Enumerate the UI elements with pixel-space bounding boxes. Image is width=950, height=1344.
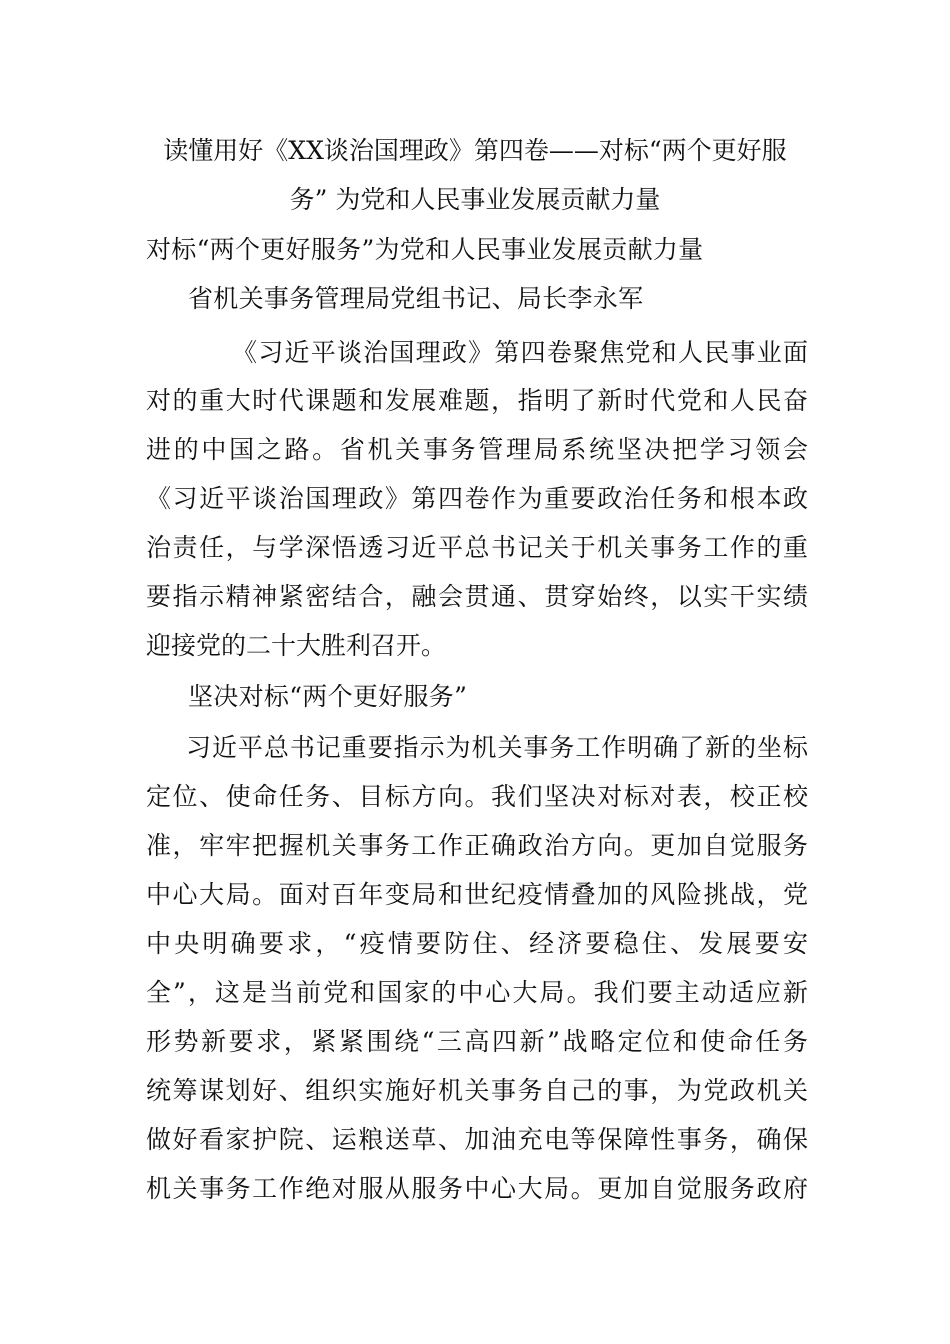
paragraph-line: 中心大局。面对百年变局和世纪疫情叠加的风险挑战，党 [146, 880, 808, 909]
section-heading: 坚决对标“两个更好服务” [188, 682, 468, 711]
paragraph-line: 对的重大时代课题和发展难题，指明了新时代党和人民奋 [146, 386, 808, 415]
paragraph-line: 迎接党的二十大胜利召开。 [146, 631, 447, 660]
paragraph-line: 做好看家护院、运粮送草、加油充电等保障性事务，确保 [146, 1125, 808, 1154]
paragraph-line: 习近平总书记重要指示为机关事务工作明确了新的坐标 [186, 733, 808, 762]
document-title-line-2: 务” 为党和人民事业发展贡献力量 [289, 185, 661, 214]
paragraph-line: 全”，这是当前党和国家的中心大局。我们要主动适应新 [146, 978, 808, 1007]
paragraph-line: 准，牢牢把握机关事务工作正确政治方向。更加自觉服务 [146, 831, 808, 860]
document-title-line-1: 读懂用好《XX谈治国理政》第四卷——对标“两个更好服 [163, 136, 787, 165]
paragraph-line: 机关事务工作绝对服从服务中心大局。更加自觉服务政府 [146, 1174, 808, 1203]
paragraph-line: 中央明确要求，“疫情要防住、经济要稳住、发展要安 [146, 929, 808, 958]
paragraph-line: 统筹谋划好、组织实施好机关事务自己的事，为党政机关 [146, 1076, 808, 1105]
paragraph-line: 形势新要求，紧紧围绕“三高四新”战略定位和使命任务 [146, 1027, 808, 1056]
document-subtitle: 对标“两个更好服务”为党和人民事业发展贡献力量 [146, 235, 704, 264]
paragraph-line: 《习近平谈治国理政》第四卷作为重要政治任务和根本政 [146, 484, 808, 513]
author-line: 省机关事务管理局党组书记、局长李永军 [188, 284, 644, 313]
paragraph-line: 治责任，与学深悟透习近平总书记关于机关事务工作的重 [146, 533, 808, 562]
paragraph-line: 定位、使命任务、目标方向。我们坚决对标对表，校正校 [146, 782, 808, 811]
paragraph-line: 进的中国之路。省机关事务管理局系统坚决把学习领会 [146, 435, 808, 464]
paragraph-line: 《习近平谈治国理政》第四卷聚焦党和人民事业面 [232, 338, 808, 367]
paragraph-line: 要指示精神紧密结合，融会贯通、贯穿始终，以实干实绩 [146, 582, 808, 611]
